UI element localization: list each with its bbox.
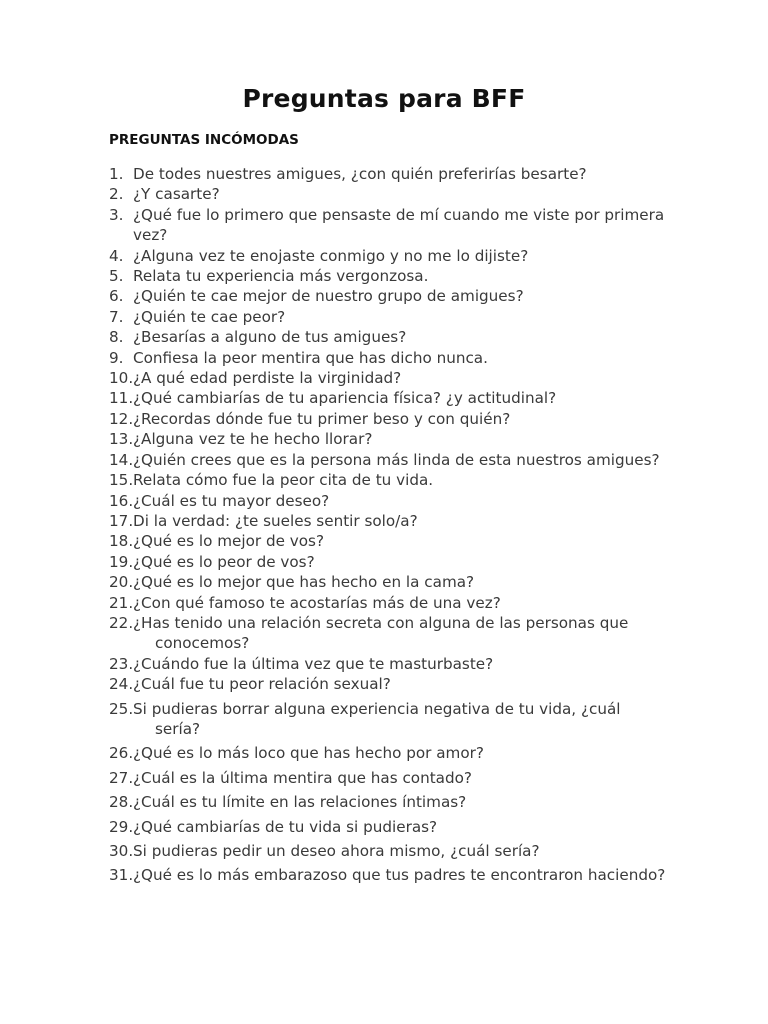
list-item	[109, 348, 669, 368]
item-text: ¿Cuál es tu límite en las relaciones íntimas?	[133, 793, 467, 812]
list-item	[109, 246, 669, 266]
item-text: ¿Qué es lo más loco que has hecho por amor?	[133, 744, 484, 763]
item-text: ¿Cuál es la última mentira que has contado?	[133, 768, 472, 787]
list-item	[109, 184, 669, 204]
item-number: 24.	[109, 675, 134, 694]
item-text: ¿Cuándo fue la última vez que te masturbaste?	[133, 654, 494, 673]
item-text: ¿Con qué famoso te acostarías más de una vez?	[133, 593, 501, 612]
list-item	[109, 768, 669, 788]
item-text: ¿Qué es lo mejor que has hecho en la cama?	[133, 573, 475, 592]
list-item	[109, 205, 669, 246]
item-text: ¿Besarías a alguno de tus amigues?	[133, 328, 407, 347]
item-number: 29.	[109, 817, 134, 836]
item-text: ¿Cuál es tu mayor deseo?	[133, 491, 330, 510]
list-item	[109, 164, 669, 184]
item-number: 13.	[109, 430, 134, 449]
list-item	[109, 817, 669, 837]
list-item	[109, 865, 669, 885]
item-text: ¿Y casarte?	[133, 185, 220, 204]
item-number: 15.	[109, 471, 134, 490]
item-number: 23.	[109, 654, 134, 673]
list-item	[109, 531, 669, 551]
item-number: 5.	[109, 267, 124, 286]
item-number: 4.	[109, 246, 124, 265]
list-item	[109, 552, 669, 572]
list-item	[109, 841, 669, 861]
item-text: ¿Has tenido una relación secreta con alguna de las personas que conocemos?	[133, 613, 629, 653]
item-number: 26.	[109, 744, 134, 763]
item-number: 17.	[109, 511, 134, 530]
item-text: Si pudieras borrar alguna experiencia negativa de tu vida, ¿cuál sería?	[133, 699, 621, 738]
item-number: 14.	[109, 450, 134, 469]
item-number: 28.	[109, 793, 134, 812]
list-item	[109, 699, 669, 740]
item-text: Relata tu experiencia más vergonzosa.	[133, 267, 429, 286]
list-item	[109, 792, 669, 812]
list-item	[109, 491, 669, 511]
item-text: De todes nuestres amigues, ¿con quién preferirías besarte?	[133, 165, 587, 183]
list-item	[109, 266, 669, 286]
item-number: 30.	[109, 842, 134, 860]
document-title: Preguntas para BFF	[242, 84, 526, 113]
list-item	[109, 450, 669, 470]
list-item	[109, 511, 669, 531]
list-item	[109, 286, 669, 306]
item-text: Relata cómo fue la peor cita de tu vida.	[133, 471, 434, 490]
item-number: 2.	[109, 185, 124, 204]
list-item	[109, 409, 669, 429]
list-item	[109, 593, 669, 613]
item-text: ¿Alguna vez te he hecho llorar?	[133, 430, 373, 449]
item-text: ¿A qué edad perdiste la virginidad?	[133, 369, 402, 388]
list-item	[109, 674, 669, 694]
item-text: ¿Qué cambiarías de tu vida si pudieras?	[133, 817, 438, 836]
item-number: 25.	[109, 699, 134, 718]
item-number: 1.	[109, 165, 124, 183]
list-item	[109, 429, 669, 449]
item-number: 3.	[109, 205, 124, 224]
question-list	[109, 164, 669, 886]
item-number: 7.	[109, 307, 124, 326]
list-item	[109, 572, 669, 592]
item-text: ¿Quién te cae mejor de nuestro grupo de amigues?	[133, 287, 524, 306]
item-number: 11.	[109, 389, 134, 408]
item-text: ¿Quién te cae peor?	[133, 307, 286, 326]
item-number: 21.	[109, 593, 134, 612]
item-text: ¿Qué es lo peor de vos?	[133, 552, 315, 571]
item-number: 18.	[109, 532, 134, 551]
item-number: 10.	[109, 369, 134, 388]
list-item	[109, 388, 669, 408]
item-text: Si pudieras pedir un deseo ahora mismo, ¿cuál sería?	[133, 842, 540, 860]
item-number: 9.	[109, 348, 124, 367]
item-number: 16.	[109, 491, 134, 510]
list-item	[109, 470, 669, 490]
item-text: ¿Qué es lo más embarazoso que tus padres te encontraron haciendo?	[133, 866, 666, 885]
item-number: 20.	[109, 573, 134, 592]
item-number: 6.	[109, 287, 124, 306]
item-text: ¿Cuál fue tu peor relación sexual?	[133, 675, 391, 694]
item-text: Di la verdad: ¿te sueles sentir solo/a?	[133, 511, 418, 530]
item-text: ¿Qué es lo mejor de vos?	[133, 532, 325, 551]
item-number: 22.	[109, 613, 134, 632]
list-item	[109, 327, 669, 347]
item-number: 19.	[109, 552, 134, 571]
item-number: 31.	[109, 866, 134, 885]
list-item	[109, 368, 669, 388]
item-text: Confiesa la peor mentira que has dicho nunca.	[133, 348, 488, 367]
item-text: ¿Qué cambiarías de tu apariencia física? ¿y actitudinal?	[133, 389, 557, 408]
list-item	[109, 613, 669, 654]
item-number: 8.	[109, 328, 124, 347]
item-text: ¿Quién crees que es la persona más linda de esta nuestros amigues?	[133, 450, 660, 469]
section-heading: PREGUNTAS INCÓMODAS	[109, 132, 299, 148]
item-text: ¿Recordas dónde fue tu primer beso y con quién?	[133, 409, 511, 428]
list-item	[109, 654, 669, 674]
item-text: ¿Alguna vez te enojaste conmigo y no me lo dijiste?	[133, 246, 529, 265]
item-number: 12.	[109, 409, 134, 428]
item-text: ¿Qué fue lo primero que pensaste de mí cuando me viste por primera vez?	[133, 205, 665, 245]
item-number: 27.	[109, 768, 134, 787]
list-item	[109, 307, 669, 327]
list-item	[109, 743, 669, 763]
